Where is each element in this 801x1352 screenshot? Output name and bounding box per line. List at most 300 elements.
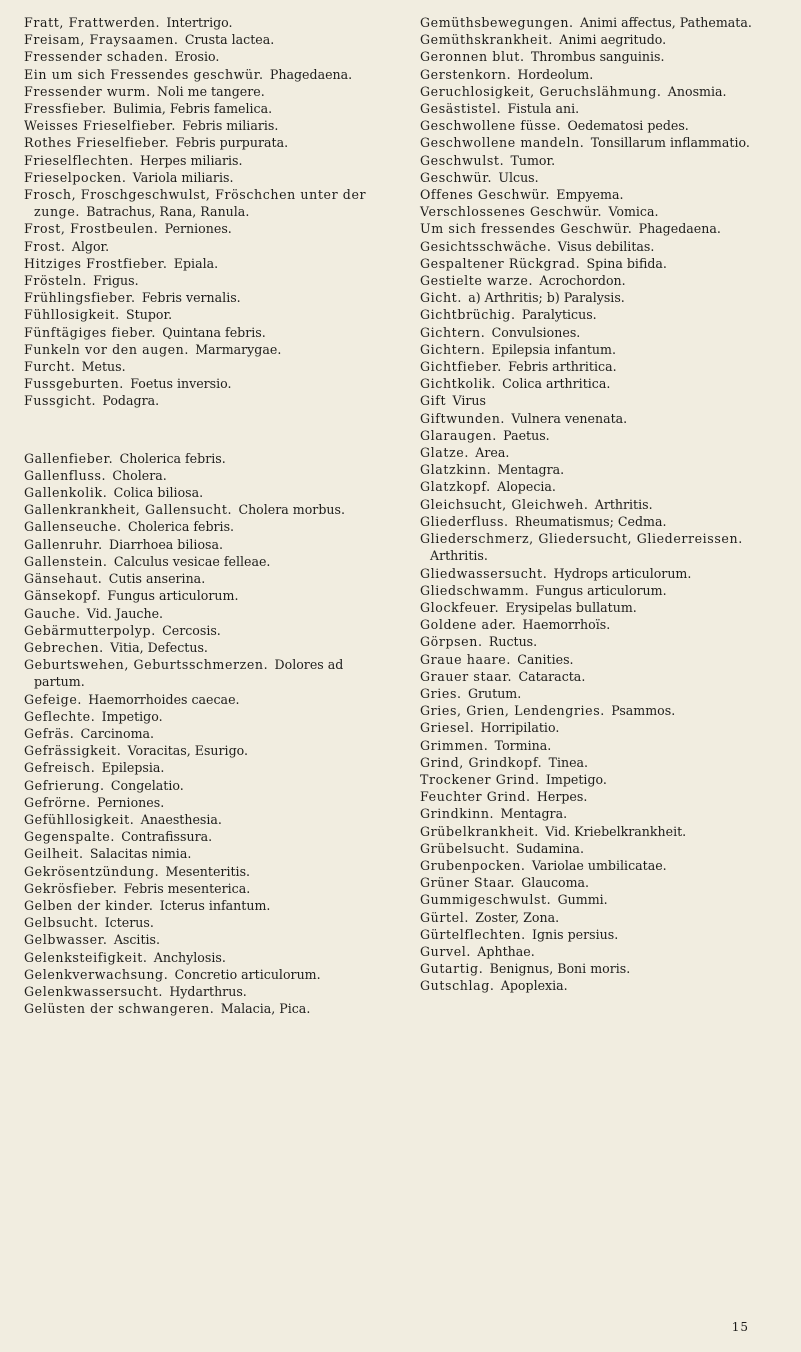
entry-headword: Gallenstein. xyxy=(24,553,108,569)
dictionary-entry xyxy=(420,891,781,908)
entry-headword: Gesästistel. xyxy=(420,101,502,117)
dictionary-entry xyxy=(420,461,781,478)
entry-latin-term: Batrachus, Rana, Ranula. xyxy=(86,204,250,220)
entry-latin-term: Metus. xyxy=(81,359,126,375)
entry-headword: Gänsehaut. xyxy=(24,571,103,587)
entry-headword: Grimmen. xyxy=(420,737,489,753)
entry-latin-term: Zoster, Zona. xyxy=(475,909,560,925)
entry-latin-term: Perniones. xyxy=(97,794,165,810)
entry-latin-term: Congelatio. xyxy=(110,777,184,793)
entry-headword: Gift xyxy=(420,393,447,409)
entry-latin-term: Fistula ani. xyxy=(507,101,580,117)
page-number: 15 xyxy=(731,1320,749,1334)
dictionary-entry xyxy=(420,582,781,599)
entry-headword: Funkeln vor den augen. xyxy=(24,341,189,357)
dictionary-entry xyxy=(420,754,781,771)
entry-latin-term: Acrochordon. xyxy=(539,273,626,289)
entry-latin-term: Calculus vesicae felleae. xyxy=(113,553,271,569)
entry-latin-term: Tinea. xyxy=(548,754,589,770)
entry-headword: Gichtfieber. xyxy=(420,359,502,375)
entry-latin-term: Vulnera venenata. xyxy=(511,410,628,426)
entry-headword: Glatzkinn. xyxy=(420,462,492,478)
entry-headword: Giftwunden. xyxy=(420,410,506,426)
entry-headword: Gürtelflechten. xyxy=(420,926,526,942)
entry-headword: Weisses Frieselfieber. xyxy=(24,118,176,134)
dictionary-entry xyxy=(420,565,781,582)
entry-headword: Grind, Grindkopf. xyxy=(420,754,543,770)
dictionary-entry xyxy=(420,633,781,650)
entry-headword: Fühllosigkeit. xyxy=(24,307,120,323)
entry-headword: Frieselpocken. xyxy=(24,169,127,185)
dictionary-entry xyxy=(24,341,380,358)
entry-latin-term: Haemorrhoïs. xyxy=(522,617,611,633)
dictionary-entry xyxy=(420,427,781,444)
dictionary-entry xyxy=(420,943,781,960)
entry-latin-term: Spina bifida. xyxy=(586,255,667,271)
entry-headword: Offenes Geschwür. xyxy=(420,187,550,203)
entry-latin-term: Phagedaena. xyxy=(638,221,721,237)
dictionary-entry xyxy=(24,622,380,639)
entry-headword: Grübelsucht. xyxy=(420,840,510,856)
right-column xyxy=(420,14,781,1352)
entry-headword: Glockfeuer. xyxy=(420,599,500,615)
dictionary-entry xyxy=(24,134,380,151)
entry-latin-term: Cercosis. xyxy=(162,622,221,638)
dictionary-entry xyxy=(420,909,781,926)
entry-latin-term: Mentagra. xyxy=(497,462,565,478)
entry-headword: Fratt, Frattwerden. xyxy=(24,15,161,30)
dictionary-entry xyxy=(24,931,380,948)
entry-headword: Gurvel. xyxy=(420,943,471,959)
entry-headword: Graue haare. xyxy=(420,651,511,667)
entry-headword: Gallenkrankheit, Gallensucht. xyxy=(24,502,233,518)
entry-headword: Gestielte warze. xyxy=(420,273,534,289)
entry-headword: Gicht. xyxy=(420,290,462,306)
entry-headword: Griesel. xyxy=(420,720,475,736)
dictionary-entry xyxy=(24,639,380,656)
dictionary-entry xyxy=(420,169,781,186)
entry-latin-term: Empyema. xyxy=(556,187,624,203)
entry-headword: Gekrösfieber. xyxy=(24,880,118,896)
entry-latin-term: Algor. xyxy=(71,238,110,254)
dictionary-entry xyxy=(24,966,380,983)
entry-headword: Gelbwasser. xyxy=(24,932,108,948)
entry-headword: Gallenfluss. xyxy=(24,467,107,483)
dictionary-entry xyxy=(420,771,781,788)
entry-headword: Gallenruhr. xyxy=(24,536,103,552)
dictionary-entry xyxy=(24,570,380,587)
dictionary-entry xyxy=(420,255,781,272)
entry-latin-term: Vitia, Defectus. xyxy=(110,639,208,655)
entry-latin-term: Erosio. xyxy=(174,49,220,65)
dictionary-entry xyxy=(420,857,781,874)
dictionary-entry xyxy=(420,926,781,943)
entry-latin-term: Haemorrhoides caecae. xyxy=(88,691,240,707)
entry-latin-term: Febris purpurata. xyxy=(175,135,289,151)
entry-latin-term: Virus xyxy=(452,393,487,409)
entry-latin-term: Colica arthritica. xyxy=(502,376,611,392)
dictionary-entry xyxy=(24,691,380,708)
entry-headword: Gliedwassersucht. xyxy=(420,565,548,581)
dictionary-entry xyxy=(24,828,380,845)
dictionary-entry xyxy=(24,14,380,31)
entry-latin-term: Rheumatismus; Cedma. xyxy=(514,513,667,529)
entry-headword: Gefühllosigkeit. xyxy=(24,811,135,827)
entry-headword: Gutschlag. xyxy=(420,978,495,994)
dictionary-entry xyxy=(420,272,781,289)
dictionary-entry xyxy=(420,702,781,719)
dictionary-entry xyxy=(420,14,781,31)
entry-latin-term: Ructus. xyxy=(488,634,538,650)
entry-headword: Grubenpocken. xyxy=(420,857,526,873)
dictionary-entry xyxy=(420,203,781,220)
entry-headword: Fussgeburten. xyxy=(24,376,124,392)
entry-latin-term: Arthritis. xyxy=(594,496,653,512)
dictionary-entry xyxy=(420,668,781,685)
dictionary-entry xyxy=(24,117,380,134)
entry-headword: Geschwulst. xyxy=(420,152,505,168)
dictionary-entry xyxy=(24,725,380,742)
dictionary-entry xyxy=(420,238,781,255)
dictionary-entry xyxy=(420,513,781,530)
entry-headword: Trockener Grind. xyxy=(420,771,540,787)
dictionary-entry xyxy=(420,874,781,891)
entry-latin-term: a) Arthritis; b) Paralysis. xyxy=(468,290,625,306)
dictionary-entry xyxy=(24,536,380,553)
entry-headword: Gliederschmerz, Gliedersucht, Gliederreissen. xyxy=(420,531,743,547)
entry-latin-term: Stupor. xyxy=(126,307,173,323)
entry-headword: Gespaltener Rückgrad. xyxy=(420,255,581,271)
entry-headword: Verschlossenes Geschwür. xyxy=(420,204,603,220)
dictionary-entry xyxy=(24,31,380,48)
entry-latin-term: Epilepsia. xyxy=(101,760,165,776)
dictionary-entry xyxy=(24,587,380,604)
dictionary-entry xyxy=(24,100,380,117)
entry-latin-term: Febris arthritica. xyxy=(508,359,617,375)
dictionary-entry xyxy=(420,358,781,375)
entry-headword: Gebärmutterpolyp. xyxy=(24,622,156,638)
entry-headword: Gesichtsschwäche. xyxy=(420,238,552,254)
entry-latin-term: Hydarthrus. xyxy=(169,983,247,999)
entry-headword: Gürtel. xyxy=(420,909,469,925)
dictionary-entry xyxy=(24,66,380,83)
dictionary-entry xyxy=(24,880,380,897)
entry-headword: Frost, Frostbeulen. xyxy=(24,221,159,237)
entry-headword: Gummigeschwulst. xyxy=(420,892,552,908)
entry-latin-term: Impetigo. xyxy=(545,771,607,787)
entry-latin-term: Paralyticus. xyxy=(521,307,597,323)
dictionary-entry xyxy=(420,823,781,840)
dictionary-entry xyxy=(420,48,781,65)
dictionary-entry xyxy=(24,949,380,966)
entry-headword: Fressender schaden. xyxy=(24,49,169,65)
entry-latin-term: Icterus. xyxy=(104,915,154,931)
entry-latin-term: Cholera. xyxy=(112,467,167,483)
dictionary-entry xyxy=(24,392,380,409)
entry-latin-term: Vid. Kriebelkrankheit. xyxy=(545,823,687,839)
entry-headword: Gefrörne. xyxy=(24,794,91,810)
dictionary-entry xyxy=(420,324,781,341)
entry-headword: Freisam, Fraysaamen. xyxy=(24,32,179,48)
entry-headword: Frieselflechten. xyxy=(24,152,134,168)
entry-latin-term: Erysipelas bullatum. xyxy=(505,599,637,615)
entry-latin-term: Ulcus. xyxy=(498,169,539,185)
entry-latin-term: Oedematosi pedes. xyxy=(567,118,689,134)
entry-latin-term: Gummi. xyxy=(557,892,608,908)
entry-latin-term: Icterus infantum. xyxy=(159,897,271,913)
entry-latin-term: Aphthae. xyxy=(477,943,535,959)
entry-headword: Gelüsten der schwangeren. xyxy=(24,1001,215,1017)
dictionary-entry xyxy=(24,358,380,375)
entry-headword: Gauche. xyxy=(24,605,81,621)
dictionary-entry xyxy=(420,306,781,323)
entry-headword: Geschwollene mandeln. xyxy=(420,135,585,151)
dictionary-entry xyxy=(24,708,380,725)
entry-headword: Frösteln. xyxy=(24,273,87,289)
dictionary-entry xyxy=(24,777,380,794)
dictionary-entry xyxy=(24,501,380,518)
dictionary-entry xyxy=(420,599,781,616)
entry-latin-term: Marmarygae. xyxy=(195,341,282,357)
entry-headword: Gichtkolik. xyxy=(420,376,496,392)
entry-headword: Gallenfieber. xyxy=(24,450,114,466)
entry-latin-term: Visus debilitas. xyxy=(557,238,655,254)
dictionary-entry xyxy=(24,238,380,255)
dictionary-entry xyxy=(24,983,380,1000)
entry-headword: Gelenkwassersucht. xyxy=(24,983,164,999)
entry-headword: Fressfieber. xyxy=(24,101,107,117)
dictionary-entry xyxy=(420,134,781,151)
entry-latin-term: Herpes. xyxy=(536,789,588,805)
entry-latin-term: Cataracta. xyxy=(518,668,586,684)
entry-latin-term: Tumor. xyxy=(510,152,556,168)
entry-headword: Frühlingsfieber. xyxy=(24,290,136,306)
entry-headword: Gänsekopf. xyxy=(24,588,102,604)
entry-headword: Geburtswehen, Geburtsschmerzen. xyxy=(24,657,269,673)
entry-latin-term: Crusta lactea. xyxy=(184,32,275,48)
dictionary-entry xyxy=(420,496,781,513)
entry-latin-term: Impetigo. xyxy=(101,708,163,724)
entry-latin-term: Epiala. xyxy=(173,255,219,271)
entry-latin-term: Tormina. xyxy=(494,737,552,753)
entry-headword: Rothes Frieselfieber. xyxy=(24,135,170,151)
entry-headword: Frost. xyxy=(24,238,66,254)
dictionary-entry xyxy=(24,467,380,484)
entry-headword: Geruchlosigkeit, Geruchslähmung. xyxy=(420,83,662,99)
entry-headword: Fressender wurm. xyxy=(24,83,151,99)
entry-headword: Grauer staar. xyxy=(420,668,513,684)
dictionary-entry xyxy=(420,977,781,994)
entry-headword: Gefrierung. xyxy=(24,777,105,793)
entry-latin-term: Area. xyxy=(475,445,510,461)
dictionary-entry xyxy=(420,289,781,306)
entry-headword: Gerstenkorn. xyxy=(420,66,512,82)
entry-latin-term: Anaesthesia. xyxy=(140,811,222,827)
entry-latin-term: Glaucoma. xyxy=(521,875,590,891)
entry-headword: Geschwollene füsse. xyxy=(420,118,562,134)
entry-latin-term: Dolores ad partum. xyxy=(34,657,344,690)
entry-latin-term: Animi affectus, Pathemata. xyxy=(579,15,752,30)
entry-headword: Gefeige. xyxy=(24,691,82,707)
entry-latin-term: Contrafissura. xyxy=(121,829,213,845)
dictionary-entry xyxy=(420,341,781,358)
entry-latin-term: Mesenteritis. xyxy=(165,863,251,879)
dictionary-entry xyxy=(420,530,781,564)
entry-latin-term: Noli me tangere. xyxy=(157,83,265,99)
entry-headword: Furcht. xyxy=(24,359,76,375)
entry-latin-term: Canities. xyxy=(517,651,574,667)
entry-latin-term: Vomica. xyxy=(608,204,659,220)
dictionary-entry xyxy=(420,805,781,822)
dictionary-entry xyxy=(24,375,380,392)
entry-latin-term: Mentagra. xyxy=(500,806,568,822)
entry-headword: Fünftägiges fieber. xyxy=(24,324,156,340)
entry-headword: Glatze. xyxy=(420,445,469,461)
entry-headword: Gefreisch. xyxy=(24,760,96,776)
entry-latin-term: Anchylosis. xyxy=(153,949,226,965)
dictionary-entry xyxy=(420,478,781,495)
dictionary-entry xyxy=(24,759,380,776)
entry-headword: Gutartig. xyxy=(420,961,484,977)
entry-latin-term: Fungus articulorum. xyxy=(535,582,667,598)
dictionary-entry xyxy=(420,220,781,237)
entry-headword: Gemüthsbewegungen. xyxy=(420,15,574,30)
entry-latin-term: Febris vernalis. xyxy=(141,290,241,306)
entry-headword: Gichtern. xyxy=(420,324,486,340)
dictionary-entry xyxy=(24,186,380,220)
dictionary-entry xyxy=(24,220,380,237)
entry-headword: Grindkinn. xyxy=(420,806,495,822)
entry-headword: Goldene ader. xyxy=(420,617,517,633)
entry-headword: Gallenkolik. xyxy=(24,485,108,501)
entry-latin-term: Bulimia, Febris famelica. xyxy=(112,101,273,117)
dictionary-entry xyxy=(24,845,380,862)
entry-headword: Gichtbrüchig. xyxy=(420,307,516,323)
entry-headword: Glatzkopf. xyxy=(420,479,491,495)
entry-headword: Gelben der kinder. xyxy=(24,897,154,913)
entry-headword: Gebrechen. xyxy=(24,639,104,655)
dictionary-entry xyxy=(24,742,380,759)
entry-latin-term: Febris miliaris. xyxy=(182,118,279,134)
entry-headword: Gelenksteifigkeit. xyxy=(24,949,148,965)
dictionary-entry xyxy=(420,152,781,169)
entry-latin-term: Fungus articulorum. xyxy=(107,588,239,604)
entry-latin-term: Hordeolum. xyxy=(517,66,594,82)
entry-latin-term: Febris mesenterica. xyxy=(123,880,251,896)
entry-latin-term: Cholerica febris. xyxy=(127,519,235,535)
entry-latin-term: Tonsillarum inflammatio. xyxy=(590,135,750,151)
dictionary-entry xyxy=(420,788,781,805)
dictionary-entry xyxy=(24,897,380,914)
dictionary-entry xyxy=(24,169,380,186)
dictionary-entry xyxy=(420,100,781,117)
entry-headword: Gliederfluss. xyxy=(420,513,509,529)
entry-headword: Hitziges Frostfieber. xyxy=(24,255,168,271)
entry-latin-term: Herpes miliaris. xyxy=(140,152,243,168)
entry-headword: Geronnen blut. xyxy=(420,49,525,65)
dictionary-entry xyxy=(420,186,781,203)
entry-headword: Grüner Staar. xyxy=(420,875,515,891)
dictionary-entry xyxy=(24,324,380,341)
entry-latin-term: Grutum. xyxy=(467,685,522,701)
entry-headword: Gefräs. xyxy=(24,725,75,741)
entry-latin-term: Ascitis. xyxy=(113,932,161,948)
entry-headword: Gefrässigkeit. xyxy=(24,743,122,759)
entry-latin-term: Thrombus sanguinis. xyxy=(530,49,665,65)
entry-latin-term: Cutis anserina. xyxy=(108,571,206,587)
dictionary-entry xyxy=(420,392,781,409)
dictionary-entry xyxy=(420,117,781,134)
entry-latin-term: Variolae umbilicatae. xyxy=(531,857,667,873)
entry-latin-term: Foetus inversio. xyxy=(130,376,232,392)
entry-latin-term: Colica biliosa. xyxy=(113,485,204,501)
entry-headword: Gleichsucht, Gleichweh. xyxy=(420,496,589,512)
entry-headword: Gemüthskrankheit. xyxy=(420,32,553,48)
dictionary-entry xyxy=(24,656,380,690)
dictionary-entry xyxy=(420,960,781,977)
dictionary-entry xyxy=(24,1000,380,1017)
dictionary-entry xyxy=(420,410,781,427)
entry-latin-term: Voracitas, Esurigo. xyxy=(127,743,249,759)
entry-latin-term: Podagra. xyxy=(102,393,160,409)
entry-latin-term: Carcinoma. xyxy=(80,725,155,741)
entry-latin-term: Animi aegritudo. xyxy=(559,32,667,48)
entry-headword: Glaraugen. xyxy=(420,427,497,443)
entry-latin-term: Frigus. xyxy=(93,273,139,289)
entry-latin-term: Phagedaena. xyxy=(269,66,353,82)
dictionary-entry xyxy=(24,289,380,306)
dictionary-entry xyxy=(24,553,380,570)
entry-headword: Gallenseuche. xyxy=(24,519,122,535)
dictionary-entry xyxy=(420,685,781,702)
entry-latin-term: Cholera morbus. xyxy=(238,502,345,518)
dictionary-entry xyxy=(420,651,781,668)
dictionary-entry xyxy=(420,840,781,857)
entry-headword: Gries. xyxy=(420,685,462,701)
left-column xyxy=(24,14,380,1352)
entry-latin-term: Cholerica febris. xyxy=(119,450,226,466)
entry-latin-term: Quintana febris. xyxy=(162,324,266,340)
entry-latin-term: Salacitas nimia. xyxy=(89,846,192,862)
dictionary-entry xyxy=(420,719,781,736)
entry-headword: Geilheit. xyxy=(24,846,84,862)
entry-latin-term: Malacia, Pica. xyxy=(220,1001,311,1017)
entry-headword: Gries, Grien, Lendengries. xyxy=(420,703,605,719)
dictionary-entry xyxy=(420,66,781,83)
dictionary-entry xyxy=(24,255,380,272)
entry-latin-term: Alopecia. xyxy=(497,479,556,495)
entry-headword: Görpsen. xyxy=(420,634,483,650)
dictionary-entry xyxy=(24,518,380,535)
entry-latin-term: Diarrhoea biliosa. xyxy=(108,536,224,552)
entry-headword: Gelbsucht. xyxy=(24,915,99,931)
entry-latin-term: Convulsiones. xyxy=(491,324,581,340)
section-gap xyxy=(24,410,380,450)
dictionary-entry xyxy=(24,48,380,65)
dictionary-entry xyxy=(24,863,380,880)
entry-latin-term: Variola miliaris. xyxy=(132,169,234,185)
entry-headword: Grübelkrankheit. xyxy=(420,823,539,839)
dictionary-entry xyxy=(24,83,380,100)
entry-latin-term: Sudamina. xyxy=(516,840,584,856)
entry-latin-term: Paetus. xyxy=(503,427,550,443)
entry-latin-term: Horripilatio. xyxy=(480,720,560,736)
entry-latin-term: Ignis persius. xyxy=(531,926,619,942)
dictionary-entry xyxy=(24,794,380,811)
entry-latin-term: Apoplexia. xyxy=(500,978,568,994)
entry-headword: Gliedschwamm. xyxy=(420,582,530,598)
entry-headword: Ein um sich Fressendes geschwür. xyxy=(24,66,264,82)
